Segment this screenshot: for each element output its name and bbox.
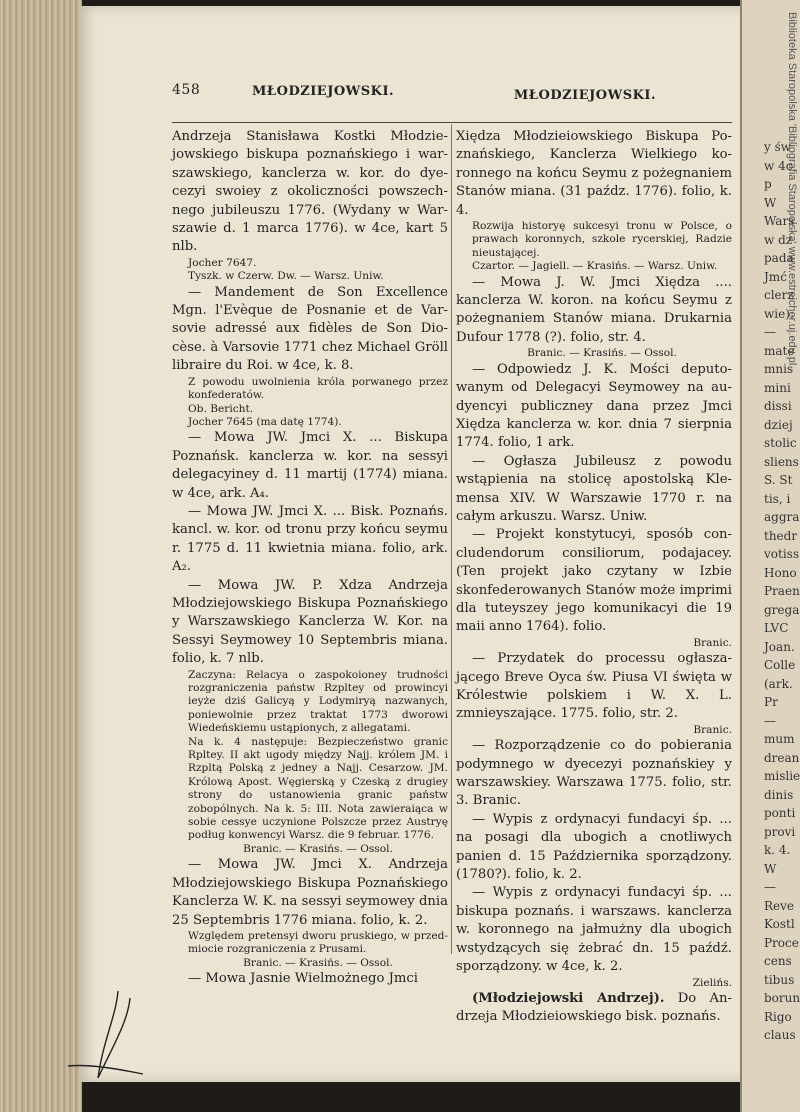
adjacent-text-fragment: grega <box>764 602 800 617</box>
adjacent-text-fragment: — <box>764 713 776 728</box>
adjacent-text-fragment: mislie <box>764 769 800 783</box>
adjacent-text-fragment: sliens <box>764 454 799 469</box>
adjacent-text-fragment: LVC <box>764 621 789 635</box>
bibliographic-note: Jocher 7645 (ma datę 1774). <box>188 415 342 428</box>
adjacent-text-fragment: dissi <box>764 399 792 413</box>
adjacent-text-fragment: w 4c <box>764 158 793 173</box>
adjacent-text-fragment: w dz <box>764 232 793 247</box>
bibliographic-note: Rozwija historyę sukcesyi tronu w Polsce, o prawach koronnych, szkole rycerskiej, Radzie nieustającej. <box>472 220 732 259</box>
entry-paragraph: Andrzeja Stanisława Kostki Młodziejowskiego biskupa poznańskiego i warszawskiego, kanclerza w. kor. do dyecezyi swoiey z okoliczności powszechnego jubileuszu 1776. (Wydany w Warszawie d. 1 marca 1776). w 4ce, kart 5 nlb. <box>172 129 448 255</box>
book-left-edge <box>0 0 82 1112</box>
adjacent-text-fragment: mate <box>764 343 795 358</box>
running-head-left: MŁODZIEJOWSKI. <box>252 84 395 99</box>
adjacent-text-fragment: Joan. <box>764 639 795 654</box>
adjacent-text-fragment: Colle <box>764 658 796 672</box>
entry-text: Do Andrzeja Młodzieiowskiego bisk. poznańs. <box>456 990 732 1025</box>
bibliographic-note: Na k. 4 następuje: Bezpieczeństwo granic Rpltey. II akt ugody między Najj. królem JM. i Rzpltą Polską z jedney a Najj. Cesarzow. JM. Królową Apost. Węgierską y Czeską z drugiey strony do ustanowienia granic państw zobopólnych. Na k. 5: III. Nota zawieraiąca w sobie cessye uczynione Polszcze przez Austryę podług konwencyi Warsz. die 9 februar. 1776. <box>188 735 448 842</box>
right-column <box>456 128 732 1027</box>
adjacent-text-fragment: tis, i <box>764 491 791 506</box>
adjacent-text-fragment: dziej <box>764 417 793 432</box>
bibliographic-note: Branic. <box>693 636 732 649</box>
adjacent-text-fragment: ponti <box>764 806 796 820</box>
adjacent-text-fragment: cens <box>764 954 792 968</box>
entry-paragraph: — Ogłasza Jubileusz z powodu wstąpienia na stolicę apostolską Klemensa XIV. W Warszawie 1770 r. na całym arkuszu. Warsz. Uniw. <box>456 453 732 524</box>
adjacent-text-fragment: votiss <box>764 547 799 561</box>
adjacent-text-fragment: Reve <box>764 898 795 913</box>
header-rule <box>172 122 732 123</box>
adjacent-text-fragment: claus <box>764 1028 796 1042</box>
entry-paragraph: — Mowa JW. Jmci X. ... Bisk. Poznańs. kancl. w. kor. od tronu przy końcu seymu r. 1775 d. 11 kwietnia miana. folio, ark. A₂. <box>172 503 448 575</box>
adjacent-text-fragment: Wars <box>764 214 795 228</box>
adjacent-text-fragment: drean <box>764 750 800 765</box>
adjacent-text-fragment: W <box>764 861 777 876</box>
adjacent-text-fragment: — <box>764 880 776 894</box>
bibliographic-note: Ob. Bericht. <box>188 402 254 415</box>
entry-paragraph: — Mowa JW. Jmci X. ... Biskupa Poznańsk. kanclerza w. kor. na sessyi delegacyiney d. 11 martij (1774) miana. w 4ce, ark. A₄. <box>172 430 448 501</box>
entry-paragraph: — Mowa J. W. Jmci Xiędza .... kanclerza W. koron. na końcu Seymu z pożegnaniem Stanów miana. Drukarnia Dufour 1778 (?). folio, str. 4. <box>456 274 732 345</box>
entry-paragraph: — Projekt konstytucyi, sposób concludendorum consiliorum, podajacey. (Ten projekt jako czytany w Izbie skonfederowanych Stanów może imprimi dla tuteyszey jego komunikacyi die 19 maii anno 1764). folio. <box>456 527 732 635</box>
page-number: 458 <box>172 82 201 98</box>
adjacent-text-fragment: Kostl <box>764 917 795 931</box>
bibliographic-note: Jocher 7647. <box>188 256 257 269</box>
adjacent-text-fragment: — <box>764 325 776 339</box>
adjacent-text-fragment: (ark. <box>764 676 793 691</box>
adjacent-text-fragment: clerz <box>764 288 794 302</box>
bibliographic-note: Czartor. — Jagiell. — Krasińs. — Warsz. Uniw. <box>472 260 718 273</box>
entry-paragraph: — Mowa JW. Jmci X. Andrzeja Młodziejowskiego Biskupa Poznańskiego Kanclerza W. K. na sessyi seymowey dnia 25 Septembris 1776 miana. folio, k. 2. <box>172 857 448 928</box>
handwritten-signature <box>58 986 148 1086</box>
entry-paragraph: — Rozporządzenie co do pobierania podymnego w dyecezyi poznańskiey y warszawskiey. Warszawa 1775. folio, str. 3. Branic. <box>456 738 732 809</box>
adjacent-text-fragment: y św <box>764 140 792 154</box>
entry-paragraph: — Mowa Jasnie Wielmożnego Jmci <box>188 971 419 987</box>
entry-paragraph: — Odpowiedz J. K. Mości deputowanym od Delegacyi Seymowey na audyencyi publiczney dana przez Jmci Xiędza kanclerza w. kor. dnia 7 sierpnia 1774. folio, 1 ark. <box>456 361 732 451</box>
entry-paragraph: — Mandement de Son Excellence Mgn. l'Evèque de Posnanie et de Varsovie adressé aux fidèles de Son Diocèse. à Varsovie 1771 chez Michael Gröll libraire du Roi. w 4ce, k. 8. <box>172 284 448 374</box>
entry-heading: (Młodziejowski Andrzej). <box>472 990 665 1006</box>
column-divider <box>451 124 452 954</box>
adjacent-text-fragment: stolic <box>764 436 797 450</box>
entry-paragraph: — Mowa JW. P. Xdza Andrzeja Młodziejowskiego Biskupa Poznańskiego y Warszawskiego Kanclerza W. Kor. na Sessyi Seymowey 10 Septembris miana. folio, k. 7 nlb. <box>172 577 448 667</box>
page-header <box>172 82 662 106</box>
bibliographic-note: Branic. <box>693 723 732 736</box>
bibliographic-note: Względem pretensyi dworu pruskiego, w przedmiocie rozgraniczenia z Prusami. <box>188 929 448 956</box>
adjacent-text-fragment: thedr <box>764 528 798 543</box>
adjacent-text-fragment: mnis <box>764 362 794 376</box>
adjacent-text-fragment: p <box>764 177 772 191</box>
adjacent-text-fragment: W <box>764 195 777 210</box>
bibliographic-note: Branic. — Krasińs. — Ossol. <box>243 842 393 855</box>
bibliographic-note: Tyszk. w Czerw. Dw. — Warsz. Uniw. <box>188 270 384 283</box>
adjacent-text-fragment: Praen <box>764 584 800 598</box>
adjacent-text-fragment: aggra <box>764 510 800 524</box>
adjacent-text-fragment: tibus <box>764 972 795 987</box>
adjacent-text-fragment: Hono <box>764 565 797 580</box>
adjacent-text-fragment: Jmć <box>764 269 787 284</box>
entry-paragraph: — Przydatek do processu ogłaszającego Breve Oyca św. Piusa VI święta w Królestwie polskiem i W. X. L. zmnieyszające. 1775. folio, str. 2. <box>456 651 732 722</box>
adjacent-text-fragment: S. St <box>764 473 793 487</box>
adjacent-text-fragment: mum <box>764 732 795 746</box>
running-head-right: MŁODZIEJOWSKI. <box>513 88 656 103</box>
adjacent-text-fragment: k. 4. <box>764 843 791 857</box>
entry-paragraph: — Wypis z ordynacyi fundacyi śp. ... biskupa poznańs. i warszaws. kanclerza w. koronnego na jałmużny dla ubogich wstydzących się żebrać dn. 15 paźdź. sporządzony. w 4ce, k. 2. <box>456 885 732 975</box>
adjacent-page-fragments <box>760 0 800 1112</box>
adjacent-text-fragment: dinis <box>764 787 794 802</box>
adjacent-text-fragment: Proce <box>764 935 799 950</box>
adjacent-text-fragment: Pr <box>764 695 778 709</box>
bibliographic-note: Z powodu uwolnienia króla porwanego przez konfederatów. <box>188 375 448 402</box>
adjacent-text-fragment: mini <box>764 380 791 395</box>
entry-paragraph: — Wypis z ordynacyi fundacyi śp. ... na posagi dla ubogich a cnotliwych panien d. 15 Października sporządzony. (1780?). folio, k. 2. <box>456 811 732 883</box>
archive-watermark-label: Biblioteka Staropolska 'Bibliografia Staropolska' www.estreicher.uj.edu.pl <box>786 12 798 366</box>
adjacent-text-fragment: provi <box>764 824 796 839</box>
adjacent-text-fragment: Rigo <box>764 1009 792 1024</box>
bibliographic-note: Branic. — Krasińs. — Ossol. <box>527 347 677 360</box>
bibliographic-note: Branic. — Krasińs. — Ossol. <box>243 956 393 969</box>
bibliographic-note: Zielińs. <box>692 976 732 989</box>
adjacent-text-fragment: borun <box>764 991 800 1005</box>
adjacent-text-fragment: wie). <box>764 306 794 321</box>
bibliographic-note: Zaczyna: Relacya o zaspokoioney trudności rozgraniczenia państw Rzpltey od prowincyi ieyże dziś Galicyą y Lodymiryą nazwanych, poniewolnie przez traktat 1773 dworowi Wiedeńskiemu ustąpionych, z allegatami. <box>188 668 448 735</box>
entry-paragraph: Xiędza Młodzieiowskiego Biskupa Poznańskiego, Kanclerza Wielkiego koronnego na końcu Seymu z pożegnaniem Stanów miana. (31 paźdz. 1776). folio, k. 4. <box>456 129 732 218</box>
adjacent-text-fragment: pada <box>764 251 794 265</box>
left-column <box>172 128 448 989</box>
entry-paragraph <box>456 990 732 1027</box>
